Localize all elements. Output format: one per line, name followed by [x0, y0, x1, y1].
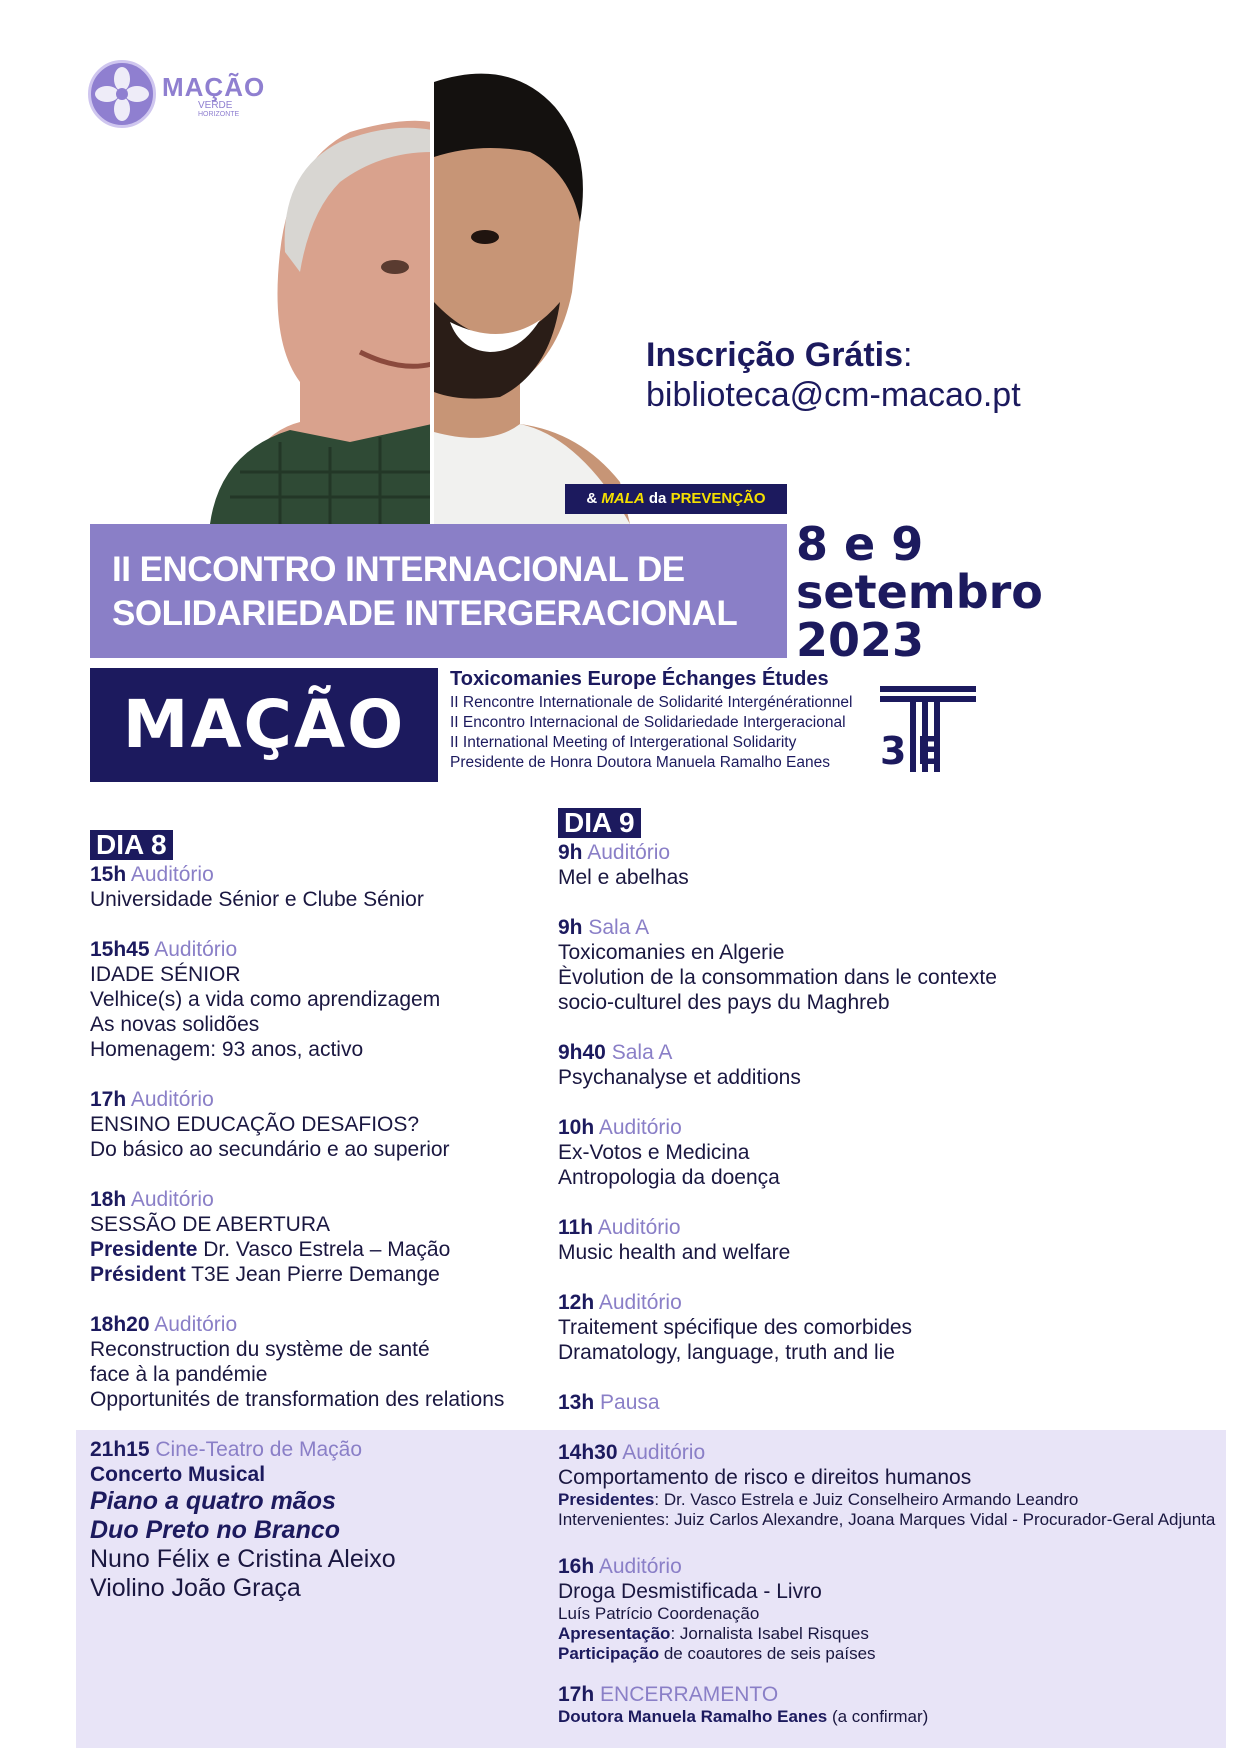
- t3e-heading: Toxicomanies Europe Échanges Études: [450, 668, 829, 690]
- mala-prevencao-tag: & MALA da PREVENÇÃO: [565, 484, 787, 514]
- t3e-info: [450, 668, 880, 773]
- day9-slot-9: 16h Auditório Droga Desmistificada - Livro Luís Patrício Coordenação Apresentação: Jornalista Isabel Risques Participação de coautores de seis países: [558, 1555, 876, 1663]
- t3e-line: II Encontro Internacional de Solidariedade Intergeracional: [450, 714, 846, 731]
- day9-slot-4: 10h Auditório Ex-Votos e Medicina Antropologia da doença: [558, 1116, 780, 1189]
- day8-badge: DIA 8: [90, 830, 173, 860]
- event-title-banner: [90, 524, 787, 658]
- registration-title: Inscrição Grátis:: [646, 336, 913, 374]
- day9-slot-3: 9h40 Sala A Psychanalyse et additions: [558, 1041, 801, 1089]
- day9-slot-10: 17h ENCERRAMENTO Doutora Manuela Ramalho Eanes (a confirmar): [558, 1683, 929, 1726]
- day8-slot-5: 18h20 Auditório Reconstruction du système de santé face à la pandémie Opportunités de transformation des relations: [90, 1313, 505, 1411]
- day9-slot-8: 14h30 Auditório Comportamento de risco e direitos humanos Presidentes: Dr. Vasco Estrela e Juiz Conselheiro Armando Leandro Intervenientes: Juiz Carlos Alexandre, Joana Marques Vidal - Procurador-Geral Adjunta: [558, 1441, 1216, 1529]
- hero-photo-split-face: [200, 52, 660, 524]
- event-dates: [796, 517, 1043, 667]
- t3e-line: Presidente de Honra Doutora Manuela Ramalho Eanes: [450, 754, 830, 771]
- day9-badge: DIA 9: [558, 808, 641, 838]
- t3e-line: II Rencontre Internationale de Solidarité Intergénérationnel: [450, 694, 853, 711]
- day9-slot-2: 9h Sala A Toxicomanies en Algerie Èvolution de la consommation dans le contexte socio-culturel des pays du Maghreb: [558, 916, 997, 1014]
- day9-slot-7: 13h Pausa: [558, 1391, 660, 1414]
- event-title-line1: II ENCONTRO INTERNACIONAL DE: [112, 550, 685, 589]
- day8-slot-2: 15h45 Auditório IDADE SÉNIOR Velhice(s) a vida como aprendizagem As novas solidões Homenagem: 93 anos, activo: [90, 938, 441, 1061]
- t3e-line: II International Meeting of Intergerational Solidarity: [450, 734, 797, 751]
- dates-year: 2023: [796, 613, 925, 667]
- day8-slot-1: 15h Auditório Universidade Sénior e Clube Sénior: [90, 863, 424, 911]
- event-title-line2: SOLIDARIEDADE INTERGERACIONAL: [112, 594, 738, 633]
- registration-email[interactable]: biblioteca@cm-macao.pt: [646, 376, 1021, 414]
- logo-brand: MAÇÃO: [162, 72, 266, 102]
- day8-slot-3: 17h Auditório ENSINO EDUCAÇÃO DESAFIOS? Do básico ao secundário e ao superior: [90, 1088, 450, 1161]
- day8-slot-6: 21h15 Cine-Teatro de Mação Concerto Musical Piano a quatro mãos Duo Preto no Branco Nuno Félix e Cristina Aleixo Violino João Graça: [90, 1438, 396, 1602]
- t3e-logo-text: 3E: [880, 729, 953, 773]
- dates-month: setembro: [796, 565, 1043, 619]
- t3e-logo: [880, 686, 976, 772]
- logo-sub-verde: VERDE: [198, 100, 233, 111]
- day9-slot-6: 12h Auditório Traitement spécifique des comorbides Dramatology, language, truth and lie: [558, 1291, 913, 1364]
- day9-slot-1: 9h Auditório Mel e abelhas: [558, 841, 689, 889]
- city-name-block: MAÇÃO: [90, 668, 438, 782]
- day8-slot-4: 18h Auditório SESSÃO DE ABERTURA Presidente Dr. Vasco Estrela – Mação Président T3E Jean Pierre Demange: [90, 1188, 451, 1286]
- dates-days: 8 e 9: [796, 517, 924, 571]
- logo-sub-horizonte: HORIZONTE: [198, 111, 240, 118]
- day9-slot-5: 11h Auditório Music health and welfare: [558, 1216, 791, 1264]
- flower-icon: [88, 60, 156, 128]
